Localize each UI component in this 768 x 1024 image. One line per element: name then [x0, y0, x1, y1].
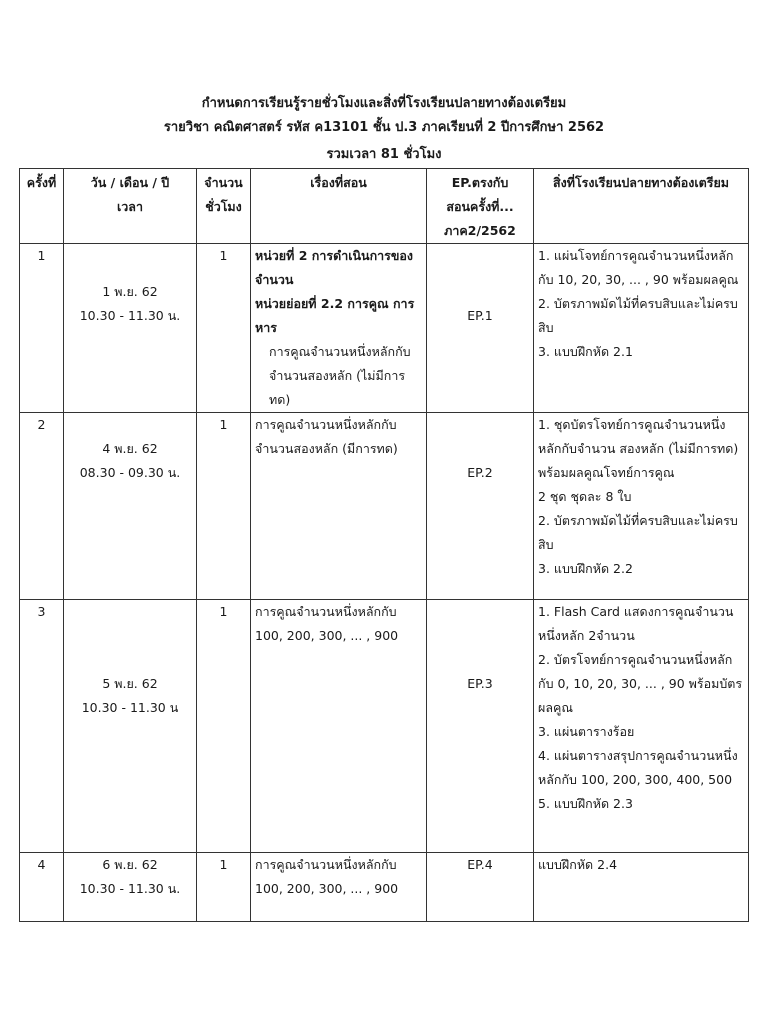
table-row: [20, 244, 749, 413]
header-topic: เรื่องที่สอน: [251, 169, 427, 244]
session-topic: การคูณจำนวนหนึ่งหลักกับ 100, 200, 300, ... , 900: [251, 853, 427, 922]
session-date-time: 4 พ.ย. 62 08.30 - 09.30 น.: [64, 413, 197, 600]
schedule-table: [19, 168, 749, 922]
session-preparation: 1. Flash Card แสดงการคูณจำนวนหนึ่งหลัก 2จำนวน 2. บัตรโจทย์การคูณจำนวนหนึ่งหลักกับ 0, 10, 20, 30, ... , 90 พร้อมบัตรผลคูณ 3. แผ่นตารางร้อย 4. แผ่นตารางสรุปการคูณจำนวนหนึ่งหลักกับ 100, 200, 300, 400, 500 5. แบบฝึกหัด 2.3: [534, 600, 749, 853]
session-hours: 1: [197, 853, 251, 922]
header-session-no: ครั้งที่: [20, 169, 64, 244]
table-row: [20, 600, 749, 853]
session-date-time: 1 พ.ย. 62 10.30 - 11.30 น.: [64, 244, 197, 413]
session-preparation: แบบฝึกหัด 2.4: [534, 853, 749, 922]
session-ep: EP.4: [427, 853, 534, 922]
session-no: 3: [20, 600, 64, 853]
document-subtitle: รายวิชา คณิตศาสตร์ รหัส ค13101 ชั้น ป.3 ภาคเรียนที่ 2 ปีการศึกษา 2562: [163, 120, 605, 135]
table-header-row: [20, 169, 749, 244]
session-ep: EP.3: [427, 600, 534, 853]
table-row: [20, 853, 749, 922]
session-ep: EP.1: [427, 244, 534, 413]
session-topic: การคูณจำนวนหนึ่งหลักกับ 100, 200, 300, ... , 900: [251, 600, 427, 853]
document-title: กำหนดการเรียนรู้รายชั่วโมงและสิ่งที่โรงเรียนปลายทางต้องเตรียม: [201, 96, 567, 111]
session-hours: 1: [197, 600, 251, 853]
session-no: 4: [20, 853, 64, 922]
session-hours: 1: [197, 244, 251, 413]
header-preparation: สิ่งที่โรงเรียนปลายทางต้องเตรียม: [534, 169, 749, 244]
session-preparation: 1. แผ่นโจทย์การคูณจำนวนหนึ่งหลักกับ 10, 20, 30, ... , 90 พร้อมผลคูณ 2. บัตรภาพมัดไม้ที่ครบสิบและไม่ครบสิบ 3. แบบฝึกหัด 2.1: [534, 244, 749, 413]
session-no: 2: [20, 413, 64, 600]
session-date-time: 5 พ.ย. 62 10.30 - 11.30 น: [64, 600, 197, 853]
session-no: 1: [20, 244, 64, 413]
header-hours: จำนวน ชั่วโมง: [197, 169, 251, 244]
session-ep: EP.2: [427, 413, 534, 600]
session-hours: 1: [197, 413, 251, 600]
header-date-time: วัน / เดือน / ปี เวลา: [64, 169, 197, 244]
session-topic: การคูณจำนวนหนึ่งหลักกับจำนวนสองหลัก (มีการทด): [251, 413, 427, 600]
session-topic: หน่วยที่ 2 การดำเนินการของจำนวน หน่วยย่อยที่ 2.2 การคูณ การ หาร การคูณจำนวนหนึ่งหลักกับจำนวนสองหลัก (ไม่มีการทด): [251, 244, 427, 413]
header-ep: EP.ตรงกับ สอนครั้งที่... ภาค2/2562: [427, 169, 534, 244]
total-hours: รวมเวลา 81 ชั่วโมง: [326, 147, 442, 162]
table-row: [20, 413, 749, 600]
session-date-time: 6 พ.ย. 62 10.30 - 11.30 น.: [64, 853, 197, 922]
session-preparation: 1. ชุดบัตรโจทย์การคูณจำนวนหนึ่งหลักกับจำนวน สองหลัก (ไม่มีการทด) พร้อมผลคูณโจทย์การคูณ 2 ชุด ชุดละ 8 ใบ 2. บัตรภาพมัดไม้ที่ครบสิบและไม่ครบสิบ 3. แบบฝึกหัด 2.2: [534, 413, 749, 600]
